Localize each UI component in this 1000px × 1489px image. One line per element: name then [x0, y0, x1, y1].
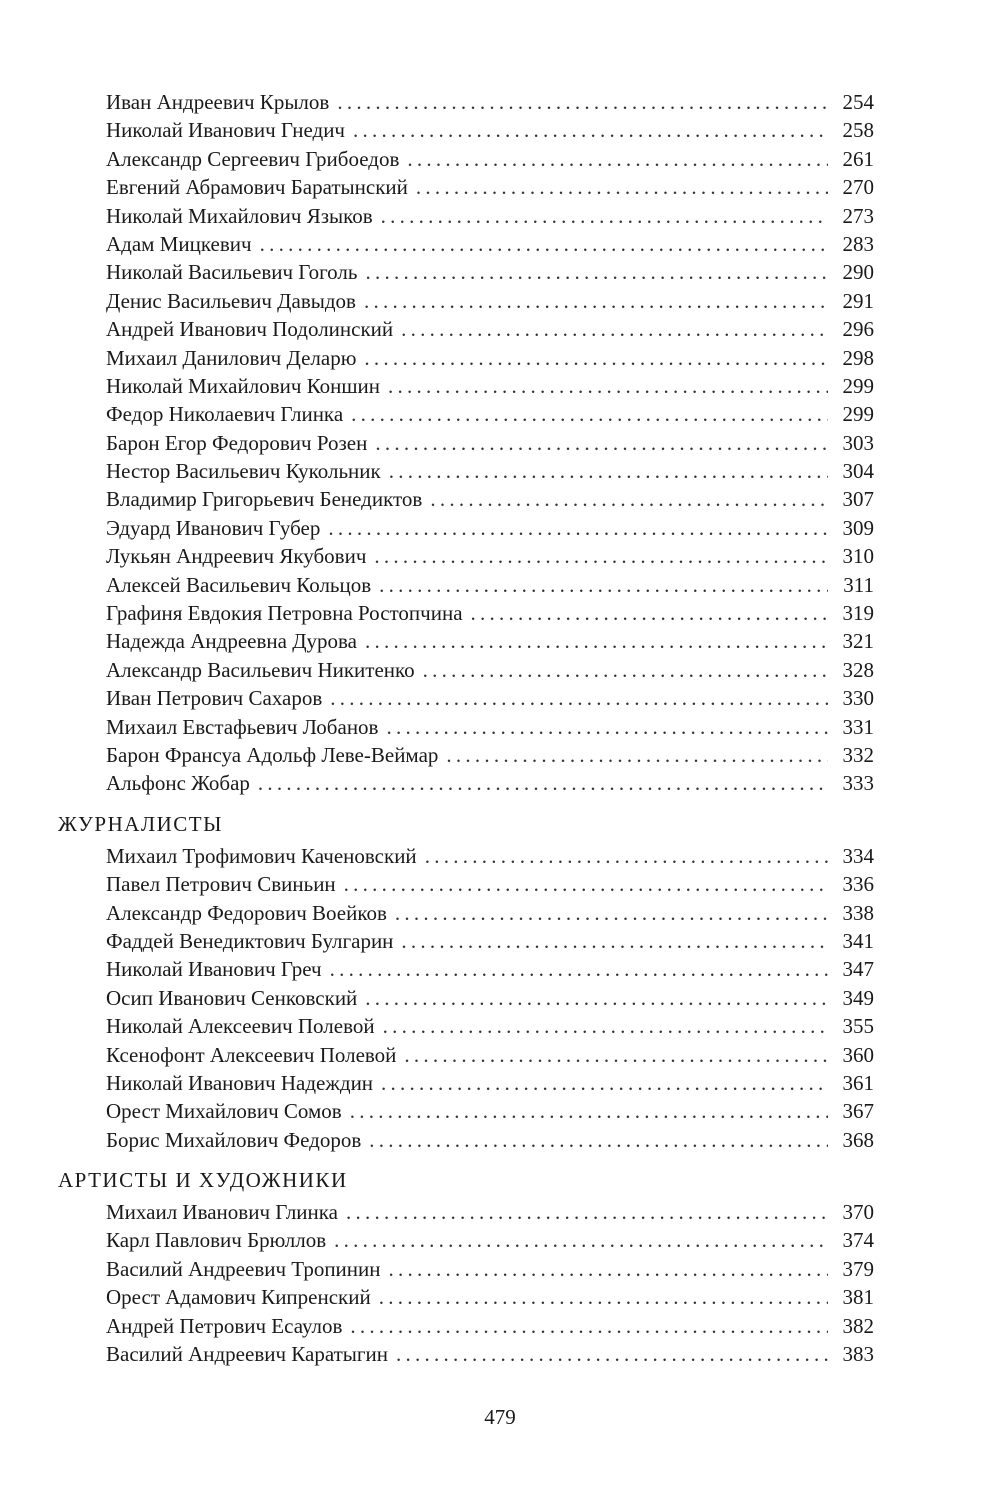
- toc-entry-page: 299: [842, 373, 874, 398]
- dot-leader: [389, 457, 828, 485]
- dot-leader: [365, 984, 828, 1012]
- toc-entry: [58, 88, 874, 116]
- toc-entry: [58, 599, 874, 627]
- dot-leader: [389, 1255, 828, 1283]
- dot-leader: [365, 258, 828, 286]
- toc-entry-page: 303: [842, 430, 874, 455]
- toc-entry-page: 381: [842, 1285, 874, 1310]
- toc-entry-name: Орест Михайлович Сомов: [106, 1099, 342, 1124]
- dot-leader: [446, 741, 828, 769]
- toc-entry: [58, 1255, 874, 1283]
- toc-entry-name: Владимир Григорьевич Бенедиктов: [106, 487, 423, 512]
- toc-entry: [58, 145, 874, 173]
- dot-leader: [337, 88, 828, 116]
- toc-entry-name: Надежда Андреевна Дурова: [106, 629, 357, 654]
- toc-entry-page: 332: [842, 742, 874, 767]
- toc-entry-page: 355: [842, 1014, 874, 1039]
- toc-entry-page: 261: [842, 146, 874, 171]
- toc-entry: [58, 429, 874, 457]
- table-of-contents: [58, 88, 874, 1368]
- dot-leader: [351, 400, 828, 428]
- toc-entry-name: Федор Николаевич Глинка: [106, 402, 344, 427]
- toc-entry-name: Александр Сергеевич Грибоедов: [106, 146, 400, 171]
- toc-entry-page: 298: [842, 345, 874, 370]
- toc-entry-name: Евгений Абрамович Баратынский: [106, 175, 408, 200]
- dot-leader: [379, 1283, 828, 1311]
- toc-entry-page: 341: [842, 928, 874, 953]
- toc-entry: [58, 842, 874, 870]
- toc-entry-name: Михаил Иванович Глинка: [106, 1200, 338, 1225]
- dot-leader: [369, 1126, 828, 1154]
- dot-leader: [416, 173, 828, 201]
- toc-entry-name: Михаил Данилович Деларю: [106, 345, 357, 370]
- toc-entry-name: Николай Иванович Надеждин: [106, 1070, 374, 1095]
- toc-entry-name: Андрей Петрович Есаулов: [106, 1313, 343, 1338]
- toc-entry: [58, 899, 874, 927]
- toc-entry: [58, 870, 874, 898]
- toc-entry-page: 296: [842, 317, 874, 342]
- toc-entry: [58, 1012, 874, 1040]
- dot-leader: [375, 429, 828, 457]
- toc-entry: [58, 230, 874, 258]
- page-number: 479: [484, 1405, 516, 1429]
- toc-entry-page: 361: [842, 1070, 874, 1095]
- toc-entry-page: 331: [842, 714, 874, 739]
- toc-entry-name: Альфонс Жобар: [106, 771, 250, 796]
- toc-entry-page: 367: [842, 1099, 874, 1124]
- toc-entry-page: 290: [842, 260, 874, 285]
- toc-entry: [58, 627, 874, 655]
- toc-entry-page: 311: [843, 572, 874, 597]
- toc-entry: [58, 1198, 874, 1226]
- toc-entry-page: 379: [842, 1256, 874, 1281]
- toc-entry-page: 349: [842, 985, 874, 1010]
- toc-entry: [58, 1069, 874, 1097]
- toc-entry-name: Борис Михайлович Федоров: [106, 1127, 362, 1152]
- section-heading-journalists: ЖУРНАЛИСТЫ: [58, 811, 223, 836]
- toc-entry-name: Николай Михайлович Языков: [106, 203, 373, 228]
- toc-entry-name: Фаддей Венедиктович Булгарин: [106, 928, 394, 953]
- dot-leader: [401, 315, 828, 343]
- toc-entry-page: 273: [842, 203, 874, 228]
- dot-leader: [425, 842, 828, 870]
- toc-entry: [58, 1312, 874, 1340]
- dot-leader: [330, 955, 828, 983]
- toc-entry-name: Графиня Евдокия Петровна Ростопчина: [106, 601, 463, 626]
- toc-entry: [58, 1126, 874, 1154]
- toc-entry-name: Павел Петрович Свиньин: [106, 872, 336, 897]
- toc-entry-name: Адам Мицкевич: [106, 231, 252, 256]
- toc-entry: [58, 258, 874, 286]
- dot-leader: [258, 769, 828, 797]
- toc-entry-page: 333: [842, 771, 874, 796]
- toc-entry-name: Барон Франсуа Адольф Леве-Веймар: [106, 742, 439, 767]
- toc-entry-name: Лукьян Андреевич Якубович: [106, 544, 367, 569]
- toc-entry-name: Иван Андреевич Крылов: [106, 90, 330, 114]
- toc-entry-name: Михаил Трофимович Каченовский: [106, 843, 417, 868]
- dot-leader: [430, 485, 828, 513]
- toc-entry-page: 319: [842, 601, 874, 626]
- toc-entry-page: 321: [842, 629, 874, 654]
- toc-entry-name: Николай Иванович Гнедич: [106, 118, 345, 143]
- dot-leader: [404, 1041, 828, 1069]
- toc-entry-name: Александр Васильевич Никитенко: [106, 657, 415, 682]
- toc-entry-name: Николай Михайлович Коншин: [106, 373, 381, 398]
- toc-entry-name: Иван Петрович Сахаров: [106, 686, 323, 711]
- toc-entry-page: 374: [842, 1228, 874, 1253]
- toc-entry-page: 338: [842, 900, 874, 925]
- dot-leader: [395, 899, 828, 927]
- toc-entry-page: 370: [842, 1200, 874, 1225]
- toc-entry: [58, 372, 874, 400]
- toc-entry-name: Орест Адамович Кипренский: [106, 1285, 371, 1310]
- toc-entry: [58, 769, 874, 797]
- toc-entry-name: Александр Федорович Воейков: [106, 900, 387, 925]
- dot-leader: [401, 927, 828, 955]
- toc-entry-page: 270: [842, 175, 874, 200]
- toc-entry-name: Денис Васильевич Давыдов: [106, 288, 356, 313]
- toc-entry-page: 254: [842, 90, 874, 114]
- toc-entry-name: Алексей Васильевич Кольцов: [106, 572, 372, 597]
- toc-entry: [58, 457, 874, 485]
- toc-entry: [58, 287, 874, 315]
- dot-leader: [396, 1340, 828, 1368]
- toc-entry-name: Эдуард Иванович Губер: [106, 515, 321, 540]
- toc-entry: [58, 571, 874, 599]
- toc-entry: [58, 1041, 874, 1069]
- dot-leader: [386, 713, 828, 741]
- toc-entry-page: 336: [842, 872, 874, 897]
- toc-entry-name: Барон Егор Федорович Розен: [106, 430, 368, 455]
- toc-entry: [58, 741, 874, 769]
- dot-leader: [344, 870, 828, 898]
- toc-entry: [58, 202, 874, 230]
- toc-entry-name: Николай Васильевич Гоголь: [106, 260, 358, 285]
- dot-leader: [334, 1226, 828, 1254]
- toc-entry: [58, 1226, 874, 1254]
- toc-entry-page: 368: [842, 1127, 874, 1152]
- toc-group-artists: [58, 1198, 874, 1368]
- toc-entry-page: 304: [842, 459, 874, 484]
- toc-entry: [58, 684, 874, 712]
- toc-entry-page: 334: [842, 843, 874, 868]
- toc-entry-name: Николай Алексеевич Полевой: [106, 1014, 375, 1039]
- toc-entry-page: 283: [842, 231, 874, 256]
- dot-leader: [364, 287, 828, 315]
- toc-entry-name: Василий Андреевич Каратыгин: [106, 1342, 388, 1367]
- toc-entry: [58, 344, 874, 372]
- toc-entry: [58, 1340, 874, 1368]
- toc-entry: [58, 173, 874, 201]
- toc-entry: [58, 656, 874, 684]
- toc-entry-name: Нестор Васильевич Кукольник: [106, 459, 381, 484]
- toc-entry-page: 310: [842, 544, 874, 569]
- toc-entry-name: Карл Павлович Брюллов: [106, 1228, 327, 1253]
- toc-entry-name: Василий Андреевич Тропинин: [106, 1256, 381, 1281]
- dot-leader: [350, 1097, 828, 1125]
- toc-entry-page: 382: [842, 1313, 874, 1338]
- dot-leader: [471, 599, 828, 627]
- toc-entry-page: 291: [842, 288, 874, 313]
- dot-leader: [407, 145, 828, 173]
- toc-entry: [58, 315, 874, 343]
- dot-leader: [353, 116, 828, 144]
- toc-entry: [58, 955, 874, 983]
- dot-leader: [365, 627, 828, 655]
- toc-entry-page: 258: [842, 118, 874, 143]
- dot-leader: [374, 542, 828, 570]
- dot-leader: [346, 1198, 828, 1226]
- toc-entry: [58, 485, 874, 513]
- dot-leader: [388, 372, 828, 400]
- dot-leader: [330, 684, 828, 712]
- toc-entry: [58, 116, 874, 144]
- dot-leader: [328, 514, 828, 542]
- toc-entry: [58, 984, 874, 1012]
- toc-entry-name: Николай Иванович Греч: [106, 957, 322, 982]
- dot-leader: [381, 202, 828, 230]
- toc-entry-page: 299: [842, 402, 874, 427]
- toc-entry: [58, 713, 874, 741]
- section-heading-artists: АРТИСТЫ И ХУДОЖНИКИ: [58, 1168, 348, 1193]
- toc-entry: [58, 927, 874, 955]
- dot-leader: [383, 1012, 828, 1040]
- dot-leader: [423, 656, 828, 684]
- dot-leader: [260, 230, 828, 258]
- dot-leader: [381, 1069, 828, 1097]
- toc-entry-name: Андрей Иванович Подолинский: [106, 317, 394, 342]
- toc-entry-page: 328: [842, 657, 874, 682]
- toc-entry: [58, 1097, 874, 1125]
- toc-entry-page: 307: [842, 487, 874, 512]
- toc-entry-page: 383: [842, 1342, 874, 1367]
- dot-leader: [364, 344, 828, 372]
- dot-leader: [350, 1312, 828, 1340]
- toc-group-journalists: [58, 842, 874, 1154]
- toc-entry-name: Осип Иванович Сенковский: [106, 985, 358, 1010]
- dot-leader: [379, 571, 828, 599]
- toc-entry: [58, 514, 874, 542]
- toc-entry: [58, 400, 874, 428]
- toc-entry-page: 347: [842, 957, 874, 982]
- toc-entry-name: Михаил Евстафьевич Лобанов: [106, 714, 379, 739]
- toc-entry-page: 330: [842, 686, 874, 711]
- toc-entry-name: Ксенофонт Алексеевич Полевой: [106, 1042, 397, 1067]
- toc-entry-page: 360: [842, 1042, 874, 1067]
- toc-entry: [58, 1283, 874, 1311]
- toc-entry: [58, 542, 874, 570]
- toc-entry-page: 309: [842, 515, 874, 540]
- toc-group-poets: [58, 88, 874, 798]
